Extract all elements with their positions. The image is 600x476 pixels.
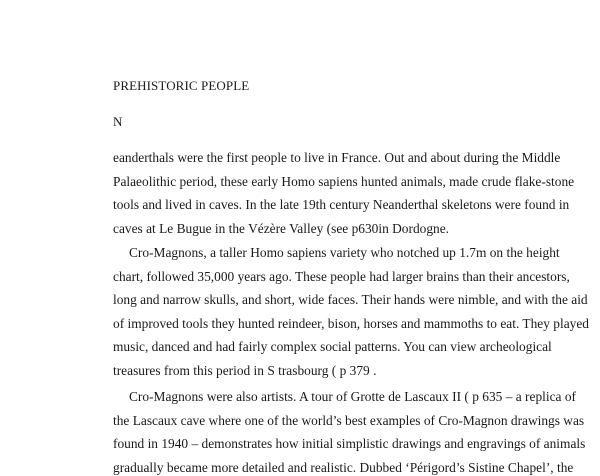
paragraph-line: music, danced and had fairly complex social patterns. You can view archeological xyxy=(113,339,552,354)
paragraph-line: gradually became more detailed and realistic. Dubbed ‘Périgord’s Sistine Chapel’, the xyxy=(113,459,574,475)
paragraph-line: treasures from this period in S trasbourg ( p 379 . xyxy=(113,362,377,378)
paragraph-line: long and narrow skulls, and short, wide faces. Their hands were nimble, and with the aid xyxy=(113,292,588,307)
paragraph-line: Cro-Magnons were also artists. A tour of Grotte de Lascaux II ( p 635 – a replica of xyxy=(129,389,576,404)
paragraph-line: caves at Le Bugue in the Vézère Valley (see p630in Dordogne. xyxy=(113,220,450,236)
paragraph-line: of improved tools they hunted reindeer, bison, horses and mammoths to eat. They played xyxy=(113,315,589,331)
paragraph-neanderthals xyxy=(113,146,575,240)
paragraph-artists xyxy=(113,385,586,476)
paragraph-line: Palaeolithic period, these early Homo sapiens hunted animals, made crude flake-stone xyxy=(113,173,575,189)
paragraph-line: Cro-Magnons, a taller Homo sapiens variety who notched up 1.7m on the height xyxy=(129,245,560,260)
drop-letter: N xyxy=(113,114,123,129)
section-heading: PREHISTORIC PEOPLE xyxy=(113,78,250,93)
paragraph-line: eanderthals were the first people to live in France. Out and about during the Middle xyxy=(113,150,561,165)
paragraph-line: the Lascaux cave where one of the world’s best examples of Cro-Magnon drawings was xyxy=(113,412,585,428)
paragraph-line: found in 1940 – demonstrates how initial simplistic drawings and engravings of animals xyxy=(113,436,586,451)
paragraph-cro-magnons xyxy=(113,241,589,382)
paragraph-line: tools and lived in caves. In the late 19th century Neanderthal skeletons were found in xyxy=(113,197,570,212)
paragraph-line: chart, followed 35,000 years ago. These people had larger brains than their ancestors, xyxy=(113,268,570,284)
